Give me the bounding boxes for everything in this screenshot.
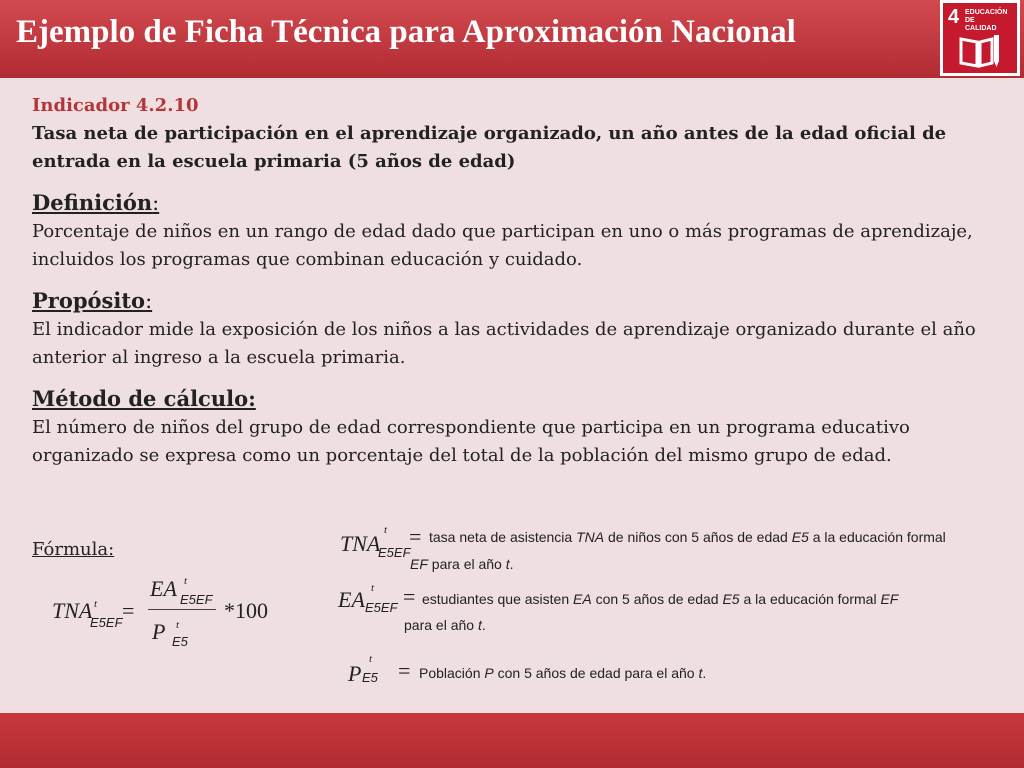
def2-sup: t [371, 582, 375, 594]
def1-sub: E5EF [378, 545, 411, 560]
formula-numerator: EA [150, 576, 177, 601]
def1-text: tasa neta de asistencia TNA de niños con 5 años de edad E5 a la educación formal [429, 529, 946, 545]
formula-den-sup: t [176, 619, 180, 631]
main-content [32, 92, 982, 470]
def1-equals: = [409, 524, 422, 549]
header-bar [0, 0, 1024, 78]
page-title: Ejemplo de Ficha Técnica para Aproximación Nacional [16, 14, 796, 50]
formula-lhs-sup: t [94, 598, 98, 610]
sdg-number: 4 [948, 6, 960, 28]
def2-symbol: EA [338, 587, 365, 612]
def3-equals: = [398, 658, 411, 683]
formula-times: *100 [224, 598, 268, 623]
def1-symbol: TNA [340, 531, 381, 556]
def2-sub: E5EF [365, 600, 398, 615]
formula-lhs-sub: E5EF [90, 615, 123, 630]
def3-sub: E5 [362, 670, 378, 685]
purpose-text: El indicador mide la exposición de los niños a las actividades de aprendizaje organizado durante el año anterior al ingreso a la escuela primaria. [32, 319, 976, 368]
sdg-label: EDUCACIÓN DE CALIDAD [965, 9, 1008, 32]
method-text: El número de niños del grupo de edad correspondiente que participa en un programa educativo organizado se expresa como un porcentaje del total de la población del mismo grupo de edad. [32, 417, 910, 466]
def3-sup: t [369, 653, 373, 665]
def2-equals: = [403, 584, 416, 609]
purpose-heading: Propósito: [32, 288, 153, 313]
definition-text: Porcentaje de niños en un rango de edad dado que participan en uno o más programas de aprendizaje, incluidos los programas que combinan educación y cuidado. [32, 221, 973, 270]
definition-heading: Definición: [32, 190, 160, 215]
formula-denominator: P [152, 619, 166, 644]
footer-bar [0, 713, 1024, 768]
formula-den-sub: E5 [172, 634, 188, 649]
sdg-badge [940, 0, 1020, 76]
formula-label: Fórmula: [32, 539, 115, 560]
fraction-line [148, 609, 216, 610]
indicator-code: Indicador 4.2.10 [32, 95, 199, 116]
def2-text-cont: para el año t. [404, 617, 486, 633]
formula-lhs: TNA [52, 598, 93, 623]
def1-sup: t [384, 524, 388, 536]
indicator-name: Tasa neta de participación en el aprendizaje organizado, un año antes de la edad oficial de entrada en la escuela primaria (5 años de edad) [32, 123, 947, 172]
formula-num-sup: t [184, 575, 188, 587]
def3-text: Población P con 5 años de edad para el año t. [419, 665, 707, 681]
def3-symbol: P [348, 661, 362, 686]
def2-text: estudiantes que asisten EA con 5 años de edad E5 a la educación formal EF [422, 591, 899, 607]
formula-num-sub: E5EF [180, 592, 213, 607]
book-pencil-icon [959, 33, 1001, 69]
formula-equals: = [122, 598, 135, 623]
def1-text-cont: EF para el año t. [410, 556, 514, 572]
method-heading: Método de cálculo: [32, 386, 256, 411]
